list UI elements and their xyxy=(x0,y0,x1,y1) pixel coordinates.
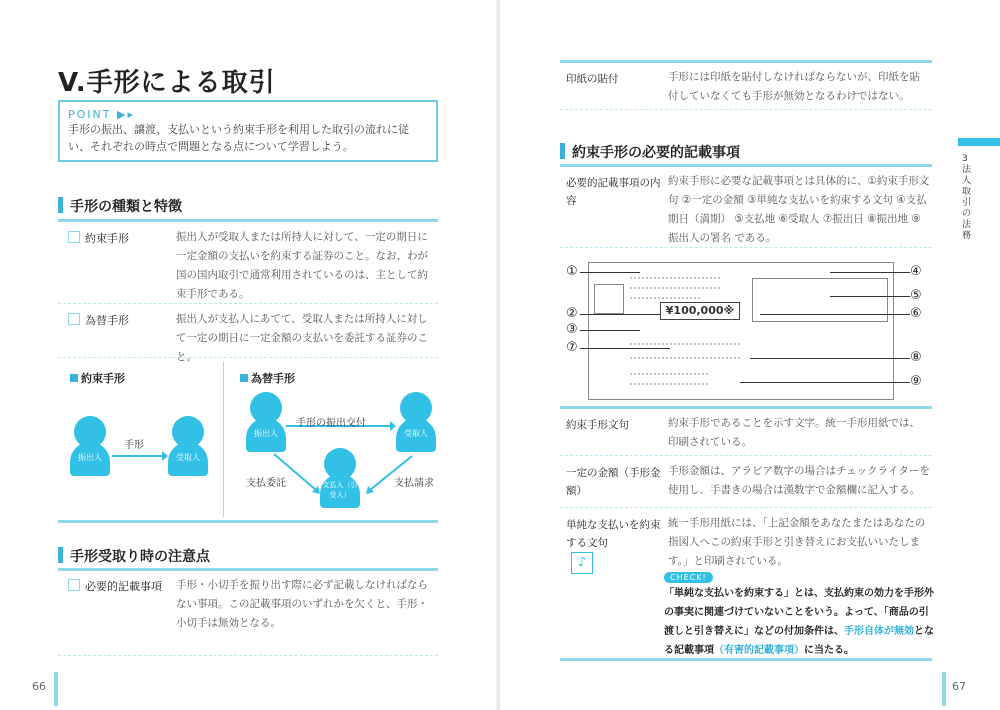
divider xyxy=(223,362,224,517)
point-label: POINT ▶▸ xyxy=(68,108,135,121)
definition-row xyxy=(58,574,438,656)
section-heading-notes: 手形受取り時の注意点 xyxy=(58,546,210,566)
callout-number: ⑧ xyxy=(910,350,922,365)
callout-number: ⑤ xyxy=(910,288,922,303)
term: 一定の金額（手形金額） xyxy=(566,467,661,497)
person-icon: 受取人 xyxy=(168,416,208,476)
callout-leader xyxy=(830,272,910,273)
definition-row xyxy=(560,512,932,572)
callout-leader xyxy=(750,358,910,359)
check-badge: CHECK! xyxy=(664,572,713,583)
section-heading-required: 約束手形の必要的記載事項 xyxy=(560,142,740,162)
definition: 統一手形用紙には、「上記金額をあなたまたはあなたの指図人へこの約束手形と引き替えにお支払いいたします。」と印刷されている。 xyxy=(668,517,926,567)
arrow-label: 手形の振出交付 xyxy=(296,418,366,429)
callout-number: ⑨ xyxy=(910,374,922,389)
section-rule xyxy=(58,568,438,571)
callout-leader xyxy=(760,314,910,315)
page-number-bar xyxy=(54,672,58,706)
callout-leader xyxy=(580,272,640,273)
diagram-title-bill: 為替手形 xyxy=(240,370,295,386)
section-rule xyxy=(58,520,438,523)
term: 単純な支払いを約束する文句 xyxy=(566,519,661,549)
callout-leader xyxy=(580,314,660,315)
check-text: 「単純な支払いを約束する」とは、支払約束の効力を手形外の事実に関連づけていないことをいう。よって、「商品の引渡しと引き替えに」などの付加条件は、手形自体が無効となる記載事項（有害的記載事項）に当たる。 xyxy=(664,588,934,656)
term: 必要的記載事項の内容 xyxy=(566,177,661,207)
section-rule xyxy=(58,219,438,222)
music-note-icon: ♪ xyxy=(571,552,593,574)
section-rule xyxy=(560,658,932,661)
term: 約束手形 xyxy=(68,230,129,246)
section-rule xyxy=(560,60,932,63)
chapter-tab-text: 3法人取引の法務 xyxy=(962,154,972,241)
point-text: 手形の振出、譲渡、支払いという約束手形を利用した取引の流れに従い、それぞれの時点で問題となる点について学習しよう。 xyxy=(68,123,409,153)
person-icon: 振出人 xyxy=(246,392,286,452)
definition: 手形金額は、アラビア数字の場合はチェックライターを使用し、手書きの場合は漢数字で金額欄に記入する。 xyxy=(668,465,930,496)
callout-number: ⑦ xyxy=(566,340,578,355)
definition: 手形・小切手を振り出す際に必ず記載しなければならない事項。この記載事項のいずれかを欠くと、手形・小切手は無効となる。 xyxy=(176,579,428,629)
note-lines xyxy=(630,272,750,392)
definition-row xyxy=(560,66,932,110)
person-icon: 支払人（引受人） xyxy=(320,448,360,508)
definition: 振出人が受取人または所持人に対して、一定の期日に一定金額の支払いを約束する証券のこと。なお、わが国の国内取引で通常利用されているのは、主として約束手形である。 xyxy=(176,231,428,300)
definition: 約束手形に必要な記載事項とは具体的に、①約束手形文句 ②一定の金額 ③単純な支払いを約束する文句 ④支払期日（満期） ⑤支払地 ⑥受取人 ⑦振出日 ⑧振出地 ⑨振出人の署名 である。 xyxy=(668,175,930,244)
person-icon: 受取人 xyxy=(396,392,436,452)
term: 約束手形文句 xyxy=(566,419,629,431)
callout-leader xyxy=(740,382,910,383)
callout-leader xyxy=(830,296,910,297)
callout-number: ④ xyxy=(910,264,922,279)
chapter-title: V.手形による取引 xyxy=(58,68,276,98)
callout-leader xyxy=(580,348,670,349)
term: 必要的記載事項 xyxy=(68,578,162,594)
note-inner-box xyxy=(752,278,888,322)
term: 為替手形 xyxy=(68,312,129,328)
definition-row xyxy=(58,226,438,304)
section-rule xyxy=(560,164,932,167)
arrow-label: 支払委託 xyxy=(246,478,286,489)
definition-row xyxy=(560,412,932,456)
page-number: 66 xyxy=(32,680,46,693)
section-rule xyxy=(560,406,932,409)
page-number: 67 xyxy=(952,680,966,693)
chapter-tab xyxy=(958,138,1000,146)
callout-leader xyxy=(580,330,640,331)
diagram-title-promissory: 約束手形 xyxy=(70,370,125,386)
amount-field: ¥100,000※ xyxy=(660,302,740,320)
stamp-box xyxy=(594,284,624,314)
section-heading-types: 手形の種類と特徴 xyxy=(58,196,182,216)
definition-row xyxy=(560,460,932,508)
callout-number: ① xyxy=(566,264,578,279)
person-icon: 振出人 xyxy=(70,416,110,476)
point-box xyxy=(58,100,438,162)
arrow-label: 支払請求 xyxy=(394,478,434,489)
callout-number: ③ xyxy=(566,322,578,337)
callout-number: ② xyxy=(566,306,578,321)
definition-row xyxy=(560,170,932,248)
callout-number: ⑥ xyxy=(910,306,922,321)
definition: 振出人が支払人にあてて、受取人または所持人に対して一定の期日に一定金額の支払いを委託する証券のこと。 xyxy=(176,313,428,363)
definition: 手形には印紙を貼付しなければならないが、印紙を貼付していなくても手形が無効となるわけではない。 xyxy=(668,71,920,102)
definition: 約束手形であることを示す文字。統一手形用紙では、印刷されている。 xyxy=(668,417,920,448)
definition-row xyxy=(58,308,438,363)
term: 印紙の貼付 xyxy=(566,73,619,85)
page-number-bar xyxy=(942,672,946,706)
arrow-label: 手形 xyxy=(124,440,144,451)
